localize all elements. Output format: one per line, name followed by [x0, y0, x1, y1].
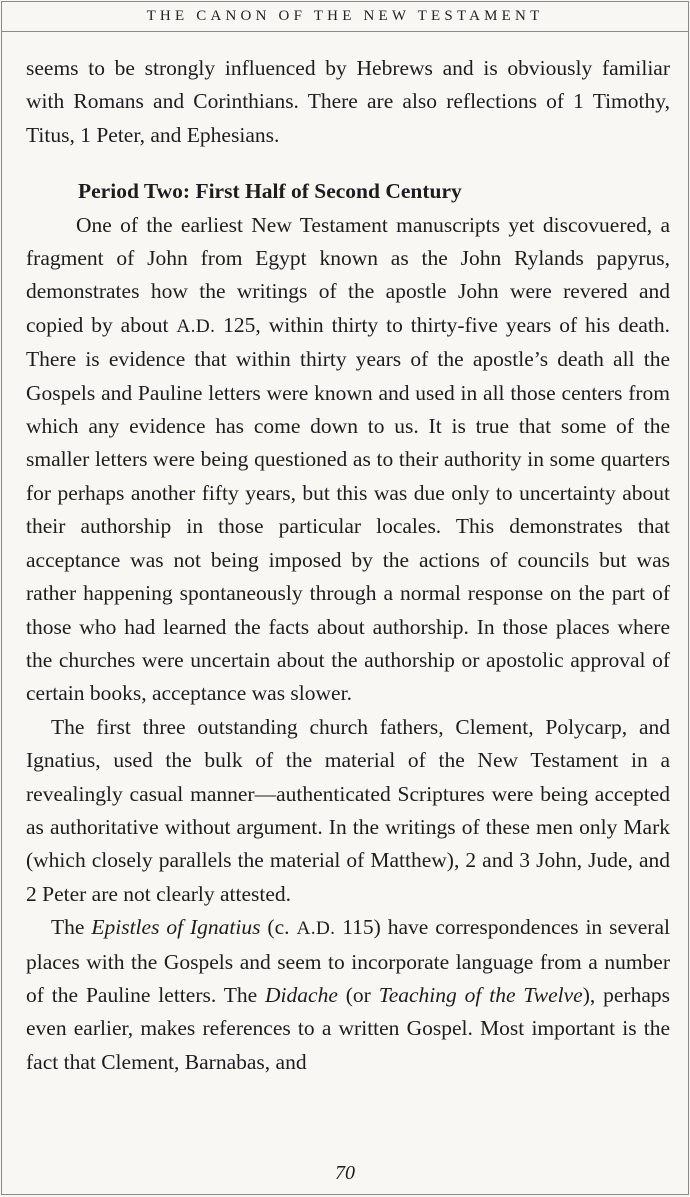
paragraph-text: The — [51, 915, 92, 940]
paragraph-text: 125, within thirty to thirty-five years of his death. There is evidence that within thirty years of the apostle’s death all the Gospels and Pauline letters were known and used in all those centers from which any evidence has come down to us. It is true that some of the smaller letters were being questioned as to their authority in some quarters for perhaps another fifty years, but this was due only to uncertainty about their authorship in those particular locales. This demonstrates that acceptance was not being imposed by the actions of councils but was rather happening spontaneously through a normal response on the part of those who had learned the facts about authorship. In those places where the churches were uncertain about the authorship or apostolic approval of certain books, acceptance was slower. — [26, 312, 671, 706]
running-head: THE CANON OF THE NEW TESTAMENT — [146, 8, 544, 24]
work-title-teaching: Teaching of the Twelve — [378, 982, 583, 1007]
work-title-didache: Didache — [265, 982, 338, 1007]
paragraph-text: 115) have correspondences in several places with the Gospels and seem to incorporate language from a number of the Pauline letters. The — [26, 915, 670, 1007]
work-title-epistles: Epistles of Ignatius — [91, 915, 261, 940]
paragraph-continued: seems to be strongly influenced by Hebrews and is obviously familiar with Romans and Corinthians. There are also reflections of 1 Timothy, Titus, 1 Peter, and Ephesians. — [26, 56, 670, 147]
page-body — [26, 52, 670, 1079]
paragraph-manuscripts — [26, 209, 670, 711]
paragraph-text: (c. — [260, 915, 297, 940]
paragraph-text: ), perhaps even earlier, makes references to a written Gospel. Most important is the fact that Clement, Barnabas, and — [26, 982, 670, 1074]
paragraph-church-fathers: The first three outstanding church fathers, Clement, Polycarp, and Ignatius, used the bulk of the material of the New Testament in a revealingly casual manner—authenticated Scriptures were being accepted as authoritative without argument. In the writings of these men only Mark (which closely parallels the material of Matthew), 2 and 3 John, Jude, and 2 Peter are not clearly attested. — [26, 714, 670, 906]
paragraph-text: One of the earliest New Testament manuscripts yet discovuered, a fragment of John from Egypt known as the John Rylands papyrus, demonstrates how the writings of the apostle John were revered and copied by about — [26, 212, 670, 337]
book-page — [1, 1, 689, 1195]
header-rule — [2, 31, 688, 32]
era-abbreviation: A.D. — [176, 315, 216, 337]
section-heading: Period Two: First Half of Second Century — [78, 179, 462, 204]
era-abbreviation: A.D. — [296, 918, 336, 940]
paragraph-text: (or — [337, 982, 379, 1007]
page-number: 70 — [335, 1162, 355, 1184]
paragraph-ignatius — [26, 911, 670, 1079]
